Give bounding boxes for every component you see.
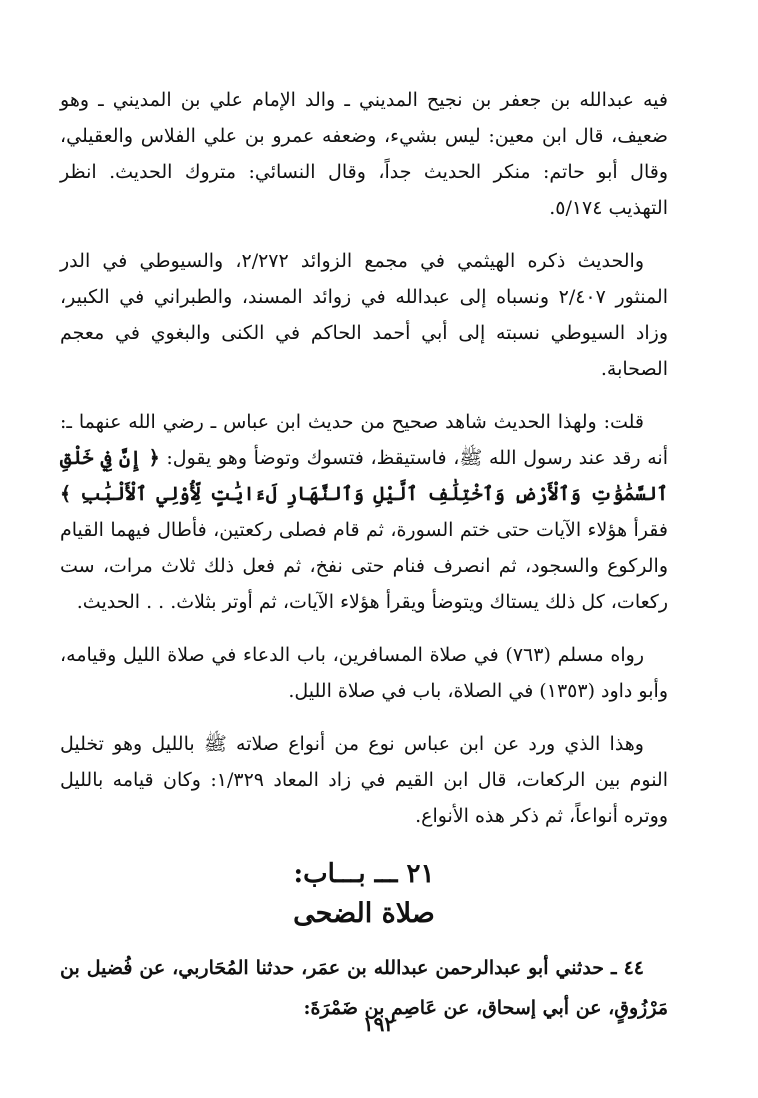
footnote-paragraph-1: فيه عبدالله بن جعفر بن نجيح المديني ـ والد الإمام علي بن المديني ـ وهو ضعيف، قال ابن معين: ليس بشيء، وضعفه عمرو بن علي الفلاس والعقيلي، وقال أبو حاتم: منكر الحديث جداً، وقال النسائي: متروك الحديث. انظر التهذيب ٥/١٧٤. [60, 89, 668, 219]
para3-after: فقرأ هؤلاء الآيات حتى ختم السورة، ثم قام فصلى ركعتين، فأطال فيهما القيام والركوع والسجود، ثم انصرف فنام حتى نفخ، ثم فعل ذلك ثلاث مرات، ست ركعات، كل ذلك يستاك ويتوضأ ويقرأ هؤلاء الآيات، ثم أوتر بثلاث. . . الحديث. [60, 519, 668, 613]
para3-before: قلت: ولهذا الحديث شاهد صحيح من حديث ابن عباس ـ رضي الله عنهما ـ: أنه رقد عند رسول الله ﷺ، فاستيقظ، فتسوك وتوضأ وهو يقول: [60, 411, 668, 469]
footnote-paragraph-4: رواه مسلم (٧٦٣) في صلاة المسافرين، باب الدعاء في صلاة الليل وقيامه، وأبو داود (١٣٥٣) في الصلاة، باب في صلاة الليل. [60, 644, 668, 702]
footnote-paragraph-5: وهذا الذي ورد عن ابن عباس نوع من أنواع صلاته ﷺ بالليل وهو تخليل النوم بين الركعات، قال ابن القيم في زاد المعاد ١/٣٢٩: وكان قيامه بالليل ووتره أنواعاً، ثم ذكر هذه الأنواع. [60, 733, 669, 827]
page-number: ١٩٢ [362, 1012, 396, 1036]
quran-verse: ﴿ إِنَّ فِي خَلْقِ ٱلسَّمَٰوَٰتِ وَٱلْأَرْضِ وَٱخْتِلَٰفِ ٱلَّيْلِ وَٱلنَّهَارِ لَءَايَٰتٍ لِّأُوْلِي ٱلْأَلْبَٰبِ ﴾ [60, 447, 668, 505]
chapter-heading [60, 854, 668, 934]
footnote-paragraph-2: والحديث ذكره الهيثمي في مجمع الزوائد ٢/٢٧٢، والسيوطي في الدر المنثور ٢/٤٠٧ ونسباه إلى عبدالله في زوائد المسند، والطبراني في الكبير، وزاد السيوطي نسبته إلى أبي أحمد الحاكم في الكنى والبغوي في معجم الصحابة. [60, 250, 668, 380]
page-body [60, 82, 668, 1047]
footnote-paragraph-3 [60, 404, 668, 620]
chapter-title: صلاة الضحى [293, 898, 435, 929]
hadith-isnad: ٤٤ ـ حدثني أبو عبدالرحمن عبدالله بن عمَر، حدثنا المُحَاربي، عن فُضيل بن مَرْزُوقٍ، عن أبي إسحاق، عن عَاصِمِ بن ضَمْرَةَ: [60, 957, 668, 1019]
chapter-number: ٢١ ـــ بـــاب: [293, 859, 435, 889]
